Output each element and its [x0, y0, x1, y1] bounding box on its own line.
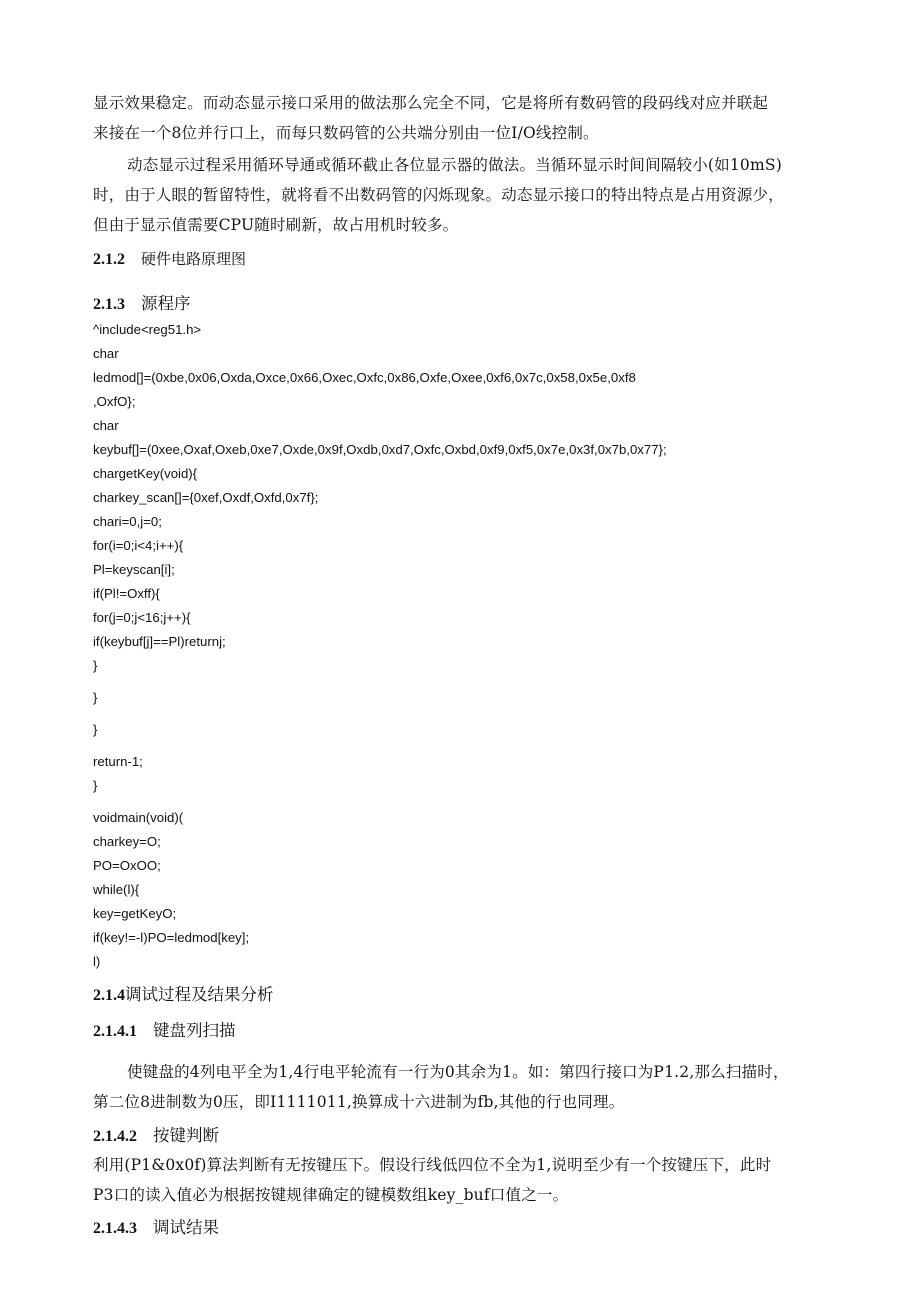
- section-title: 源程序: [141, 294, 191, 313]
- section-title: 键盘列扫描: [153, 1021, 236, 1040]
- code-line: voidmain(void)(: [93, 810, 184, 825]
- section-heading-2-1-3: [93, 290, 191, 314]
- text-line: 利用(P1&0x0f)算法判断有无按键压下。假设行线低四位不全为1,说明至少有一个按键压下，此时: [93, 1156, 772, 1174]
- code-line: char: [93, 418, 119, 433]
- paragraph-key-judgement: [93, 1150, 833, 1210]
- code-line: PO=OxOO;: [93, 858, 161, 873]
- section-heading-2-1-2: [93, 248, 246, 269]
- code-line: keybuf[]=(0xee,Oxaf,Oxeb,0xe7,Oxde,0x9f,Oxdb,0xd7,Oxfc,Oxbd,0xf9,0xf5,0x7e,0x3f,0x7b,0x77};: [93, 442, 667, 457]
- code-line: for(j=0;j<16;j++){: [93, 610, 191, 625]
- code-line: Pl=keyscan[i];: [93, 562, 175, 577]
- section-number: 2.1.4.2: [93, 1128, 137, 1145]
- code-line: charkey=O;: [93, 834, 161, 849]
- section-number: 2.1.4.1: [93, 1023, 137, 1040]
- section-heading-2-1-4-1: [93, 1017, 236, 1041]
- code-line: for(i=0;i<4;i++){: [93, 538, 184, 553]
- section-number: 2.1.4.3: [93, 1220, 137, 1237]
- section-title: 调试结果: [153, 1218, 219, 1237]
- code-line: l): [93, 954, 101, 969]
- section-heading-2-1-4: [93, 981, 274, 1005]
- text-line: P3口的读入值必为根据按键规律确定的键模数组key_buf口值之一。: [93, 1186, 569, 1204]
- section-title: 硬件电路原理图: [141, 250, 247, 268]
- code-line: if(key!=-l)PO=ledmod[key];: [93, 930, 250, 945]
- section-number: 2.1.3: [93, 296, 125, 313]
- text-line: 来接在一个8位并行口上，而每只数码管的公共端分别由一位I/O线控制。: [93, 124, 599, 142]
- text-line: 时，由于人眼的暂留特性，就将看不出数码管的闪烁现象。动态显示接口的特出特点是占用资源少，: [93, 186, 784, 204]
- code-line: chargetKey(void){: [93, 466, 198, 481]
- section-heading-2-1-4-3: [93, 1214, 219, 1238]
- code-line: }: [93, 722, 98, 737]
- code-line: ledmod[]=(0xbe,0x06,Oxda,Oxce,0x66,Oxec,Oxfc,0x86,Oxfe,Oxee,0xf6,0x7c,0x58,0x5e,0xf8: [93, 370, 636, 385]
- code-line: key=getKeyO;: [93, 906, 177, 921]
- text-line: 显示效果稳定。而动态显示接口采用的做法那么完全不同，它是将所有数码管的段码线对应并联起: [93, 94, 769, 112]
- code-line: return-1;: [93, 754, 143, 769]
- code-line: }: [93, 690, 98, 705]
- code-line: ,OxfO};: [93, 394, 136, 409]
- code-line: charkey_scan[]={0xef,Oxdf,Oxfd,0x7f};: [93, 490, 319, 505]
- text-line: 第二位8进制数为0压，即I1111011,换算成十六进制为fb,其他的行也同理。: [93, 1093, 625, 1111]
- code-line: while(l){: [93, 882, 140, 897]
- paragraph-dynamic-display-process: [93, 150, 833, 240]
- text-line: 使键盘的4列电平全为1,4行电平轮流有一行为0其余为1。如：第四行接口为P1.2,那么扫描时，: [127, 1063, 789, 1081]
- code-line: if(keybuf[j]==Pl)returnj;: [93, 634, 226, 649]
- section-number: 2.1.2: [93, 251, 125, 268]
- text-line: 动态显示过程采用循环导通或循环截止各位显示器的做法。当循环显示时间间隔较小(如10mS): [127, 156, 782, 174]
- code-line: chari=0,j=0;: [93, 514, 162, 529]
- section-number: 2.1.4: [93, 987, 125, 1004]
- paragraph-static-vs-dynamic-display: [93, 88, 833, 148]
- text-line: 但由于显示值需要CPU随时刷新，故占用机时较多。: [93, 216, 459, 234]
- section-title: 按键判断: [153, 1126, 219, 1145]
- section-title: 调试过程及结果分析: [125, 985, 274, 1004]
- code-line: }: [93, 778, 98, 793]
- code-line: ^include<reg51.h>: [93, 322, 202, 337]
- section-heading-2-1-4-2: [93, 1122, 219, 1146]
- code-line: }: [93, 658, 98, 673]
- code-line: char: [93, 346, 119, 361]
- paragraph-keyboard-column-scan: [93, 1057, 833, 1117]
- code-line: if(Pl!=Oxff){: [93, 586, 160, 601]
